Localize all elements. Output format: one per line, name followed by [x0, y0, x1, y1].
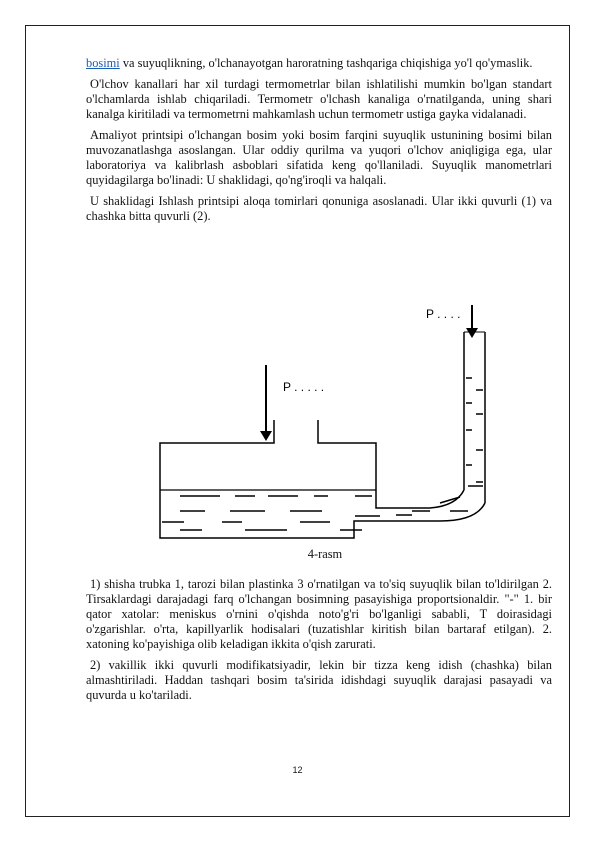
page-number: 12 — [292, 765, 303, 775]
paragraph-3: Amaliyot printsipi o'lchangan bosim yoki bosim farqini suyuqlik ustunining bosimi bilan muvozanatlashga asoslangan. Ular oddiy qurilma va yuqori o'lchov aniqligiga ega, ular laboratoriya va kalibrlash asboblari sifatida keng qo'llaniladi. Suyuqlik manometrlari quyidagilarga bo'linadi: U shaklidagi, qo'ng'iroqli va halqali. — [86, 128, 552, 187]
cup-pressure-label: P . . . . . — [283, 380, 325, 394]
tube-scale — [466, 378, 483, 482]
text-block-top — [86, 56, 552, 230]
figure-caption: 4-rasm — [307, 547, 343, 561]
cup-vessel-outline-right — [318, 420, 464, 508]
paragraph-5: 1) shisha trubka 1, tarozi bilan plastinka 3 o'rnatilgan va to'siq suyuqlik bilan to'ldirilgan 2. Tirsaklardagi darajadagi farq o'lchangan bosimning pasayishiga proportsionaldir. "-" 1. bir qator xatolar: meniskus o'rnini o'qishda noto'g'ri bo'lganligi sababli, T doirasidagi o'zgarishlar. o'rta, kapillyarlik hodisalari (tuzatishlar kiritish bilan bartaraf etilgan). 2. xatoning ko'payishiga olib keladigan ikkita o'qish zarurati. — [86, 577, 552, 651]
bosimi-link[interactable]: bosimi — [86, 56, 120, 70]
text-block-bottom — [86, 577, 552, 709]
paragraph-1-text: va suyuqlikning, o'lchanayotgan haroratning tashqariga chiqishiga yo'l qo'ymaslik. — [119, 56, 533, 70]
paragraph-6: 2) vakillik ikki quvurli modifikatsiyadir, lekin bir tizza keng idish (chashka) bilan almashtiriladi. Haddan tashqari bosim ta'sirida idishdagi suyuqlik darajasi pasayadi va quvurda u ko'tariladi. — [86, 658, 552, 702]
tube-arrow-head — [466, 328, 478, 338]
tube-pressure-label: P . . . . — [426, 307, 461, 321]
paragraph-4: U shaklidagi Ishlash printsipi aloqa tomirlari qonuniga asoslanadi. Ular ikki quvurli (1) va chashka bitta quvurli (2). — [86, 194, 552, 223]
paragraph-2: O'lchov kanallari har xil turdagi termometrlar bilan ishlatilishi mumkin bo'lgan standart o'lchamlarda ishlab chiqariladi. Termometr o'lchash kanaliga o'rnatilganda, uning shari kanalga kiritiladi va termometrni mahkamlash uchun termometr ustiga gayka vidalanadi. — [86, 77, 552, 121]
cup-vessel-outline — [160, 420, 485, 538]
cup-arrow-head — [260, 431, 272, 441]
u-manometer-figure — [150, 300, 500, 545]
paragraph-1 — [86, 56, 552, 71]
